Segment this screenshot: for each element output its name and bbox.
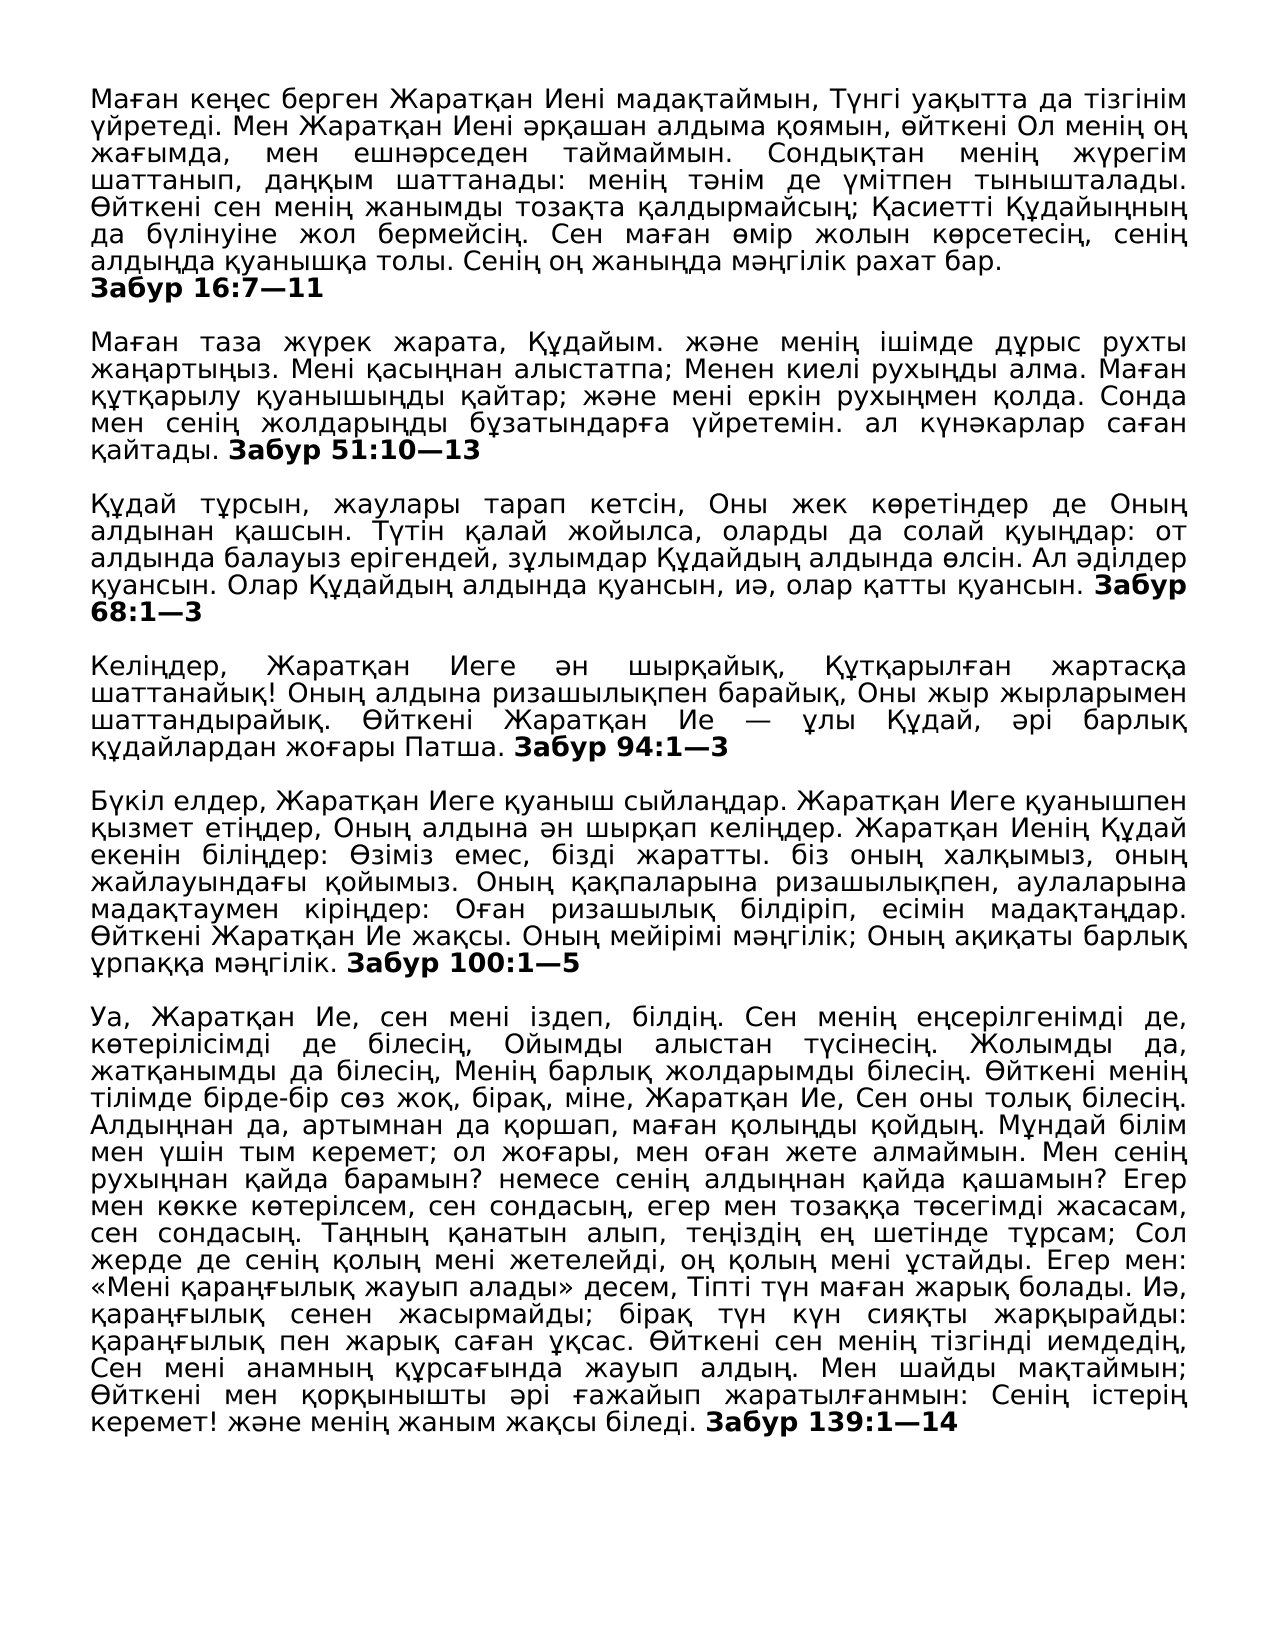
passage-psalm-94 — [90, 653, 1187, 761]
scripture-reference: Забур 139:1—14 — [705, 1407, 959, 1438]
scripture-reference: Забур 94:1—3 — [513, 732, 730, 763]
passage-psalm-139 — [90, 1004, 1187, 1436]
passage-text: Келіңдер, Жаратқан Иеге ән шырқайық, Құтқарылған жартасқа шаттанайық! Оның алдына ризашылықпен барайық, Оны жыр жырларымен шаттандырайық. Өйткені Жаратқан Ие — ұлы Құдай, әрі барлық құдайлардан жоғары Патша. — [90, 651, 1187, 763]
scripture-reference: Забур 100:1—5 — [346, 948, 581, 979]
passage-text: Уа, Жаратқан Ие, сен мені іздеп, білдің. Сен менің еңсерілгенімді де, көтерілісімді де білесің, Ойымды алыстан түсінесің. Жолымды да, жатқанымды да білесің, Менің барлық жолдарымды білесің. Өйткені менің тілімде бірде-бір сөз жоқ, бірақ, міне, Жаратқан Ие, Сен оны толық білесің. Алдыңнан да, артымнан да қоршап, маған қолыңды қойдың. Мұндай білім мен үшін тым керемет; ол жоғары, мен оған жете алмаймын. Мен сенің рухыңнан қайда барамын? немесе сенің алдыңнан қайда қашамын? Егер мен көкке көтерілсем, сен сондасың, егер мен тозаққа төсегімді жасасам, сен сондасың. Таңның қанатын алып, теңіздің ең шетінде тұрсам; Сол жерде де сенің қолың мені жетелейді, оң қолың мені ұстайды. Егер мен: «Мені қараңғылық жауып алады» десем, Тіпті түн маған жарық болады. Иә, қараңғылық сенен жасырмайды; бірақ түн күн сияқты жарқырайды: қараңғылық пен жарық саған ұқсас. Өйткені сен менің тізгінді иемдедің, Сен мені анамның құрсағында жауып алдың. Мен шайды мақтаймын; Өйткені мен қорқынышты әрі ғажайып жаратылғанмын: Сенің істерің керемет! және менің жаным жақсы біледі. — [90, 1002, 1187, 1438]
passage-psalm-51 — [90, 329, 1187, 464]
passage-text: Құдай тұрсын, жаулары тарап кетсін, Оны жек көретіндер де Оның алдынан қашсын. Түтін қалай жойылса, оларды да солай қуыңдар: от алдында балауыз ерігендей, зұлымдар Құдайдың алдында өлсін. Ал әділдер қуансын. Олар Құдайдың алдында қуансын, иә, олар қатты қуансын. — [90, 489, 1187, 601]
scripture-reference: Забур 68:1—3 — [90, 570, 1187, 628]
passage-text: Маған кеңес берген Жаратқан Иені мадақтаймын, Түнгі уақытта да тізгінім үйретеді. Мен Жаратқан Иені әрқашан алдыма қоямын, өйткені Ол менің оң жағымда, мен ешнәрседен таймаймын. Сондықтан менің жүрегім шаттанып, даңқым шаттанады: менің тәнім де үмітпен тынышталады. Өйткені сен менің жанымды тозақта қалдырмайсың; Қасиетті Құдайыңның да бүлінуіне жол бермейсің. Сен маған өмір жолын көрсетесің, сенің алдыңда қуанышқа толы. Сенің оң жаныңда мәңгілік рахат бар. — [90, 84, 1187, 277]
document-page — [90, 86, 1187, 1463]
passage-text: Бүкіл елдер, Жаратқан Иеге қуаныш сыйлаңдар. Жаратқан Иеге қуанышпен қызмет етіңдер, Оның алдына ән шырқап келіңдер. Жаратқан Иенің Құдай екенін біліңдер: Өзіміз емес, бізді жаратты. біз оның халқымыз, оның жайлауындағы қойымыз. Оның қақпаларына ризашылықпен, аулаларына мадақтаумен кіріңдер: Оған ризашылық білдіріп, есімін мадақтаңдар. Өйткені Жаратқан Ие жақсы. Оның мейірімі мәңгілік; Оның ақиқаты барлық ұрпаққа мәңгілік. — [90, 786, 1187, 979]
passage-psalm-68 — [90, 491, 1187, 626]
passage-psalm-100 — [90, 788, 1187, 977]
scripture-reference: Забур 51:10—13 — [228, 435, 482, 466]
passage-text: Маған таза жүрек жарата, Құдайым. және менің ішімде дұрыс рухты жаңартыңыз. Мені қасыңнан алыстатпа; Менен киелі рухыңды алма. Маған құтқарылу қуанышыңды қайтар; және мені еркін рухыңмен қолда. Сонда мен сенің жолдарыңды бұзатындарға үйретемін. ал күнәкарлар саған қайтады. — [90, 327, 1187, 466]
scripture-reference: Забур 16:7—11 — [90, 273, 325, 304]
passage-psalm-16 — [90, 86, 1187, 302]
